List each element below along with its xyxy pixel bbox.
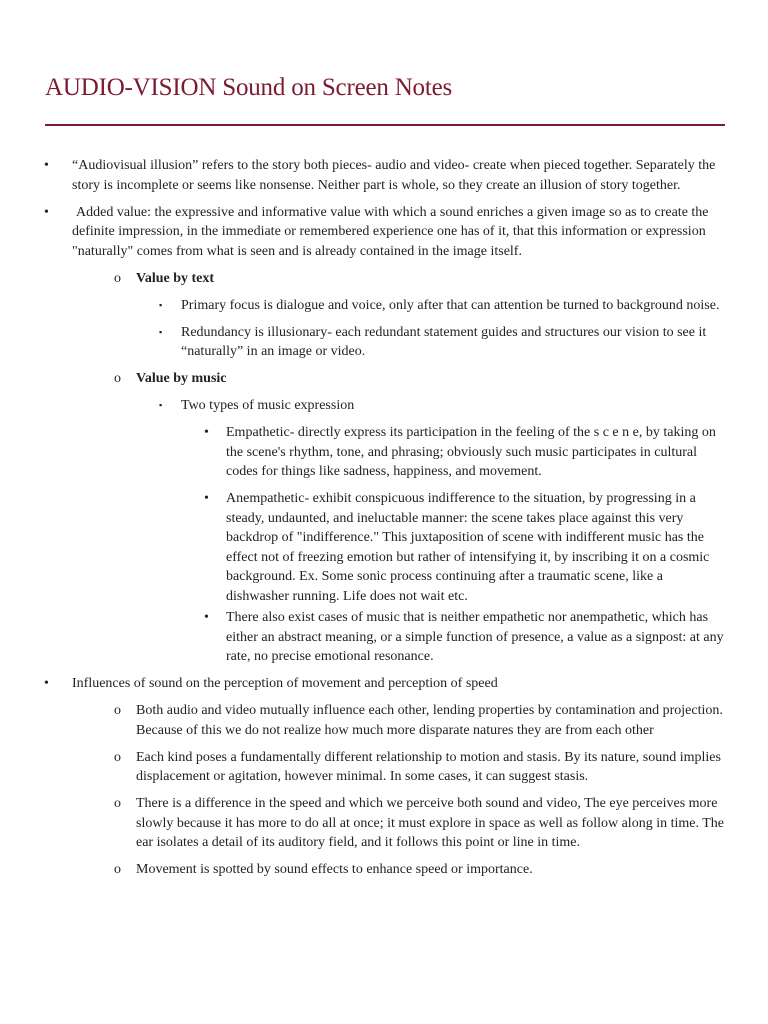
list-item-text: Two types of music expression — [181, 398, 355, 413]
list-item-text: Redundancy is illusionary- each redundant statement guides and structures our vision to see it “naturally” in an image or video. — [181, 324, 707, 359]
list-item — [0, 296, 768, 316]
bullet-disc-icon: • — [44, 204, 49, 220]
list-item-text: There is a difference in the speed and which we perceive both sound and video, The eye perceives more slowly because it has more to do all at once; it must explore in space as well as follow along in time. The ear isolates a detail of its auditory field, and it follows this point or line in time. — [136, 796, 724, 850]
bullet-disc-icon: • — [44, 676, 49, 691]
list-item — [0, 423, 768, 482]
list-item — [0, 608, 768, 667]
bullet-circle-icon: o — [114, 703, 121, 718]
list-item-text: Added value: the expressive and informative value with which a sound enriches a given image so as to create the definite impression, in the immediate or remembered experience one has of it, that this information or expression "naturally" comes from what is seen and is already contained in the image itself. — [72, 204, 709, 259]
bullet-disc-icon: • — [204, 425, 209, 440]
list-item-text: There also exist cases of music that is neither empathetic nor anempathetic, which has either an abstract meaning, or a simple function of presence, a value as a signpost: at any rate, no precise emotional resonance. — [226, 610, 724, 664]
list-item-text: Each kind poses a fundamentally different relationship to motion and stasis. By its nature, sound implies displacement or agitation, however minimal. In some cases, it can suggest stasis. — [136, 749, 721, 784]
bullet-circle-icon: o — [114, 371, 121, 386]
bullet-disc-icon: • — [204, 610, 209, 625]
list-item-text: Both audio and video mutually influence each other, lending properties by contamination and projection. Because of this we do not realize how much more disparate natures they are from each other — [136, 703, 723, 738]
list-item — [0, 269, 768, 289]
list-item — [0, 396, 768, 416]
list-item — [0, 489, 768, 606]
bullet-disc-icon: • — [204, 491, 209, 506]
list-item — [0, 156, 768, 195]
bullet-square-icon: ▪ — [159, 299, 163, 310]
section-heading: Value by text — [136, 270, 215, 286]
section-heading: Value by music — [136, 371, 227, 386]
bullet-circle-icon: o — [114, 270, 121, 286]
bullet-circle-icon: o — [114, 862, 121, 877]
notes-list — [0, 156, 768, 887]
bullet-circle-icon: o — [114, 796, 121, 811]
list-item — [0, 701, 768, 740]
list-item-text: Influences of sound on the perception of movement and perception of speed — [72, 676, 498, 691]
list-item — [0, 323, 768, 362]
list-item-text: Primary focus is dialogue and voice, only after that can attention be turned to background noise. — [181, 297, 720, 313]
list-item-text: Movement is spotted by sound effects to enhance speed or importance. — [136, 862, 533, 877]
list-item — [0, 674, 768, 694]
list-item-text: “Audiovisual illusion” refers to the story both pieces- audio and video- create when pieced together. Separately the story is incomplete or seems like nonsense. Neither part is whole, so they create an illusion of story together. — [72, 158, 716, 193]
list-item — [0, 748, 768, 787]
bullet-disc-icon: • — [44, 158, 49, 173]
list-item — [0, 860, 768, 880]
list-item — [0, 369, 768, 389]
list-item — [0, 203, 768, 262]
bullet-circle-icon: o — [114, 749, 121, 765]
bullet-square-icon: ▪ — [159, 400, 163, 410]
page-title: AUDIO-VISION Sound on Screen Notes — [45, 74, 453, 101]
title-divider — [45, 124, 725, 126]
list-item — [0, 794, 768, 853]
list-item-text: Anempathetic- exhibit conspicuous indifference to the situation, by progressing in a steady, undaunted, and ineluctable manner: the scene takes place against this very backdrop of "indifference." This juxtaposition of scene with indifferent music has the effect not of freezing emotion but rather of intensifying it, by inscribing it on a cosmic background. Ex. Some sonic process continuing after a traumatic scene, like a dishwasher running. Life does not wait etc. — [226, 491, 710, 604]
bullet-square-icon: ▪ — [159, 326, 163, 337]
list-item-text: Empathetic- directly express its participation in the feeling of the s c e n e, by taking on the scene's rhythm, tone, and phrasing; obviously such music participates in cultural codes for things like sadness, happiness, and movement. — [226, 425, 716, 479]
